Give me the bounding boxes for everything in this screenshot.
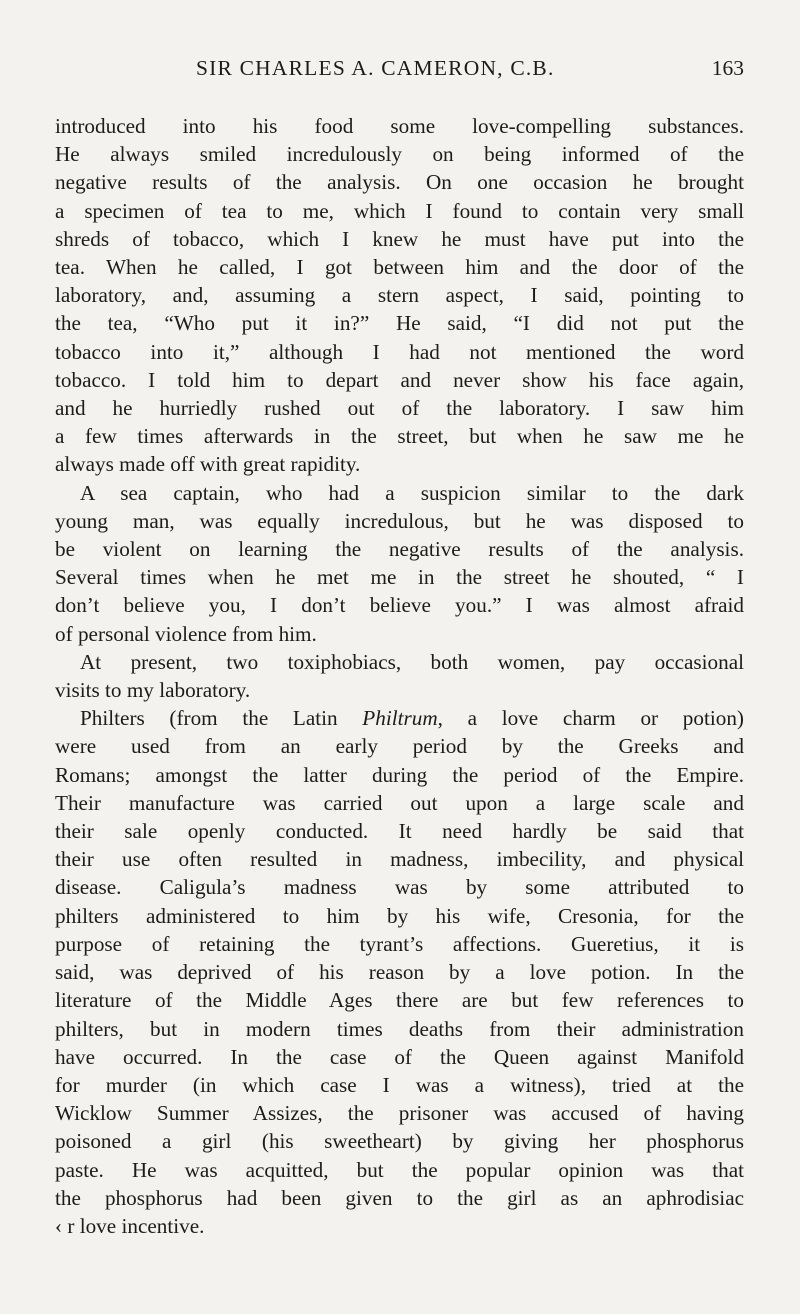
text-line: for murder (in which case I was a witness), tried at the [55,1072,744,1097]
text-line: Their manufacture was carried out upon a large scale and [55,790,744,815]
text-line: the tea, “Who put it in?” He said, “I did not put the [55,311,744,336]
text-line: Romans; amongst the latter during the period of the Empire. [55,762,744,787]
paragraph-1 [55,112,744,479]
text-line: Several times when he met me in the street he shouted, “ I [55,565,744,590]
running-title: SIR CHARLES A. CAMERON, C.B. [196,56,555,80]
text-line: He always smiled incredulously on being informed of the [55,142,744,167]
text-line: and he hurriedly rushed out of the laboratory. I saw him [55,396,744,421]
text-line: the phosphorus had been given to the girl as an aphrodisiac [55,1185,744,1210]
text-line: said, was deprived of his reason by a love potion. In the [55,960,744,985]
text-line: At present, two toxiphobiacs, both women, pay occasional [80,649,744,674]
text-line: purpose of retaining the tyrant’s affections. Gueretius, it is [55,931,744,956]
text-line: ‹ r love incentive. [55,1213,205,1238]
text-line: laboratory, and, assuming a stern aspect, I said, pointing to [55,283,744,308]
text-line: philters, but in modern times deaths from their administration [55,1016,744,1041]
text-line: negative results of the analysis. On one occasion he brought [55,170,744,195]
text-line: always made off with great rapidity. [55,452,361,477]
text-line: don’t believe you, I don’t believe you.” I was almost afraid [55,593,744,618]
text-line: philters administered to him by his wife, Cresonia, for the [55,903,744,928]
text-line: their use often resulted in madness, imbecility, and physical [55,847,744,872]
text-line [55,704,744,732]
text-line: shreds of tobacco, which I knew he must have put into the [55,226,744,251]
text-span: Philters (from the Latin [80,706,363,731]
text-line: tobacco. I told him to depart and never show his face again, [55,367,744,392]
text-line: were used from an early period by the Greeks and [55,734,744,759]
text-line: tea. When he called, I got between him and the door of the [55,255,744,280]
text-line: a specimen of tea to me, which I found to contain very small [55,198,744,223]
text-line: literature of the Middle Ages there are but few references to [55,988,744,1013]
italic-term: Philtrum [362,706,438,731]
page-number: 163 [711,56,744,80]
text-line: A sea captain, who had a suspicion similar to the dark [80,480,744,505]
text-span: , a love charm or potion) [437,706,744,731]
paragraph-2 [55,479,744,648]
text-line: paste. He was acquitted, but the popular opinion was that [55,1157,744,1182]
paragraph-3 [55,648,744,704]
text-line: be violent on learning the negative results of the analysis. [55,537,744,562]
text-line: their sale openly conducted. It need hardly be said that [55,819,744,844]
text-line: young man, was equally incredulous, but he was disposed to [55,508,744,533]
running-head [196,56,744,88]
text-line: poisoned a girl (his sweetheart) by giving her phosphorus [55,1129,744,1154]
text-line: disease. Caligula’s madness was by some attributed to [55,875,744,900]
paragraph-4 [55,704,744,1240]
text-line: of personal violence from him. [55,621,317,646]
text-line: have occurred. In the case of the Queen against Manifold [55,1044,744,1069]
text-line: introduced into his food some love-compelling substances. [55,114,744,138]
text-line: a few times afterwards in the street, but when he saw me he [55,424,744,449]
body-text [55,112,744,1240]
text-line: tobacco into it,” although I had not mentioned the word [55,339,744,364]
text-line: visits to my laboratory. [55,678,251,703]
text-line: Wicklow Summer Assizes, the prisoner was accused of having [55,1101,744,1126]
